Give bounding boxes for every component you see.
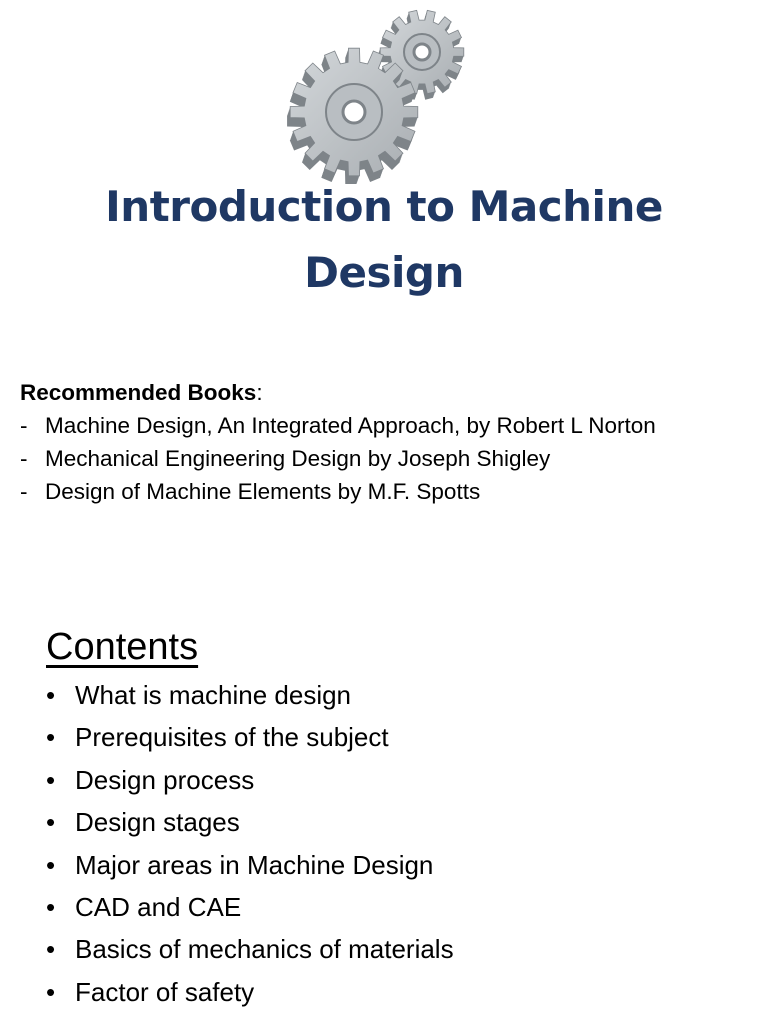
dash-marker: - — [20, 479, 28, 504]
gears-icon — [286, 8, 470, 184]
large-gear-icon — [287, 48, 418, 184]
bullet-icon: • — [46, 764, 56, 795]
list-item — [46, 716, 746, 758]
book-title: Machine Design, An Integrated Approach, by Robert L Norton — [45, 413, 656, 438]
list-item — [46, 759, 746, 801]
books-heading-label: Recommended Books — [20, 380, 257, 405]
book-item — [20, 442, 760, 475]
bullet-icon: • — [46, 680, 56, 710]
list-item-text: CAD and CAE — [75, 892, 242, 923]
bullet-icon: • — [46, 934, 56, 965]
books-heading-colon: : — [256, 380, 263, 405]
list-item-text: Basics of mechanics of materials — [75, 934, 454, 965]
contents-heading: Contents — [46, 626, 199, 668]
bullet-icon: • — [46, 849, 56, 880]
list-item — [46, 844, 746, 886]
list-item — [46, 928, 746, 970]
list-item — [46, 971, 746, 1013]
list-item-text: Design process — [75, 764, 255, 795]
list-item-text: Factor of safety — [75, 976, 255, 1007]
books-heading — [20, 376, 760, 409]
book-title: Design of Machine Elements by M.F. Spotts — [45, 479, 481, 504]
book-title: Mechanical Engineering Design by Joseph Shigley — [45, 446, 551, 471]
list-item-text: Design stages — [75, 807, 240, 838]
list-item-text: Prerequisites of the subject — [75, 722, 389, 753]
dash-marker: - — [20, 446, 28, 471]
book-item — [20, 409, 760, 442]
dash-marker: - — [20, 413, 28, 438]
contents-list — [46, 674, 746, 1013]
list-item-text: Major areas in Machine Design — [75, 849, 434, 880]
list-item — [46, 674, 746, 716]
recommended-books — [20, 376, 760, 508]
list-item — [46, 801, 746, 843]
contents-section — [46, 622, 746, 1013]
bullet-icon: • — [46, 892, 56, 923]
list-item-text: What is machine design — [75, 680, 352, 710]
bullet-icon: • — [46, 976, 56, 1007]
title-line-1: Introduction to Machine — [105, 182, 663, 231]
page-title — [0, 174, 768, 306]
title-line-2: Design — [304, 248, 464, 297]
bullet-icon: • — [46, 807, 56, 838]
book-item — [20, 475, 760, 508]
list-item — [46, 886, 746, 928]
bullet-icon: • — [46, 722, 56, 753]
